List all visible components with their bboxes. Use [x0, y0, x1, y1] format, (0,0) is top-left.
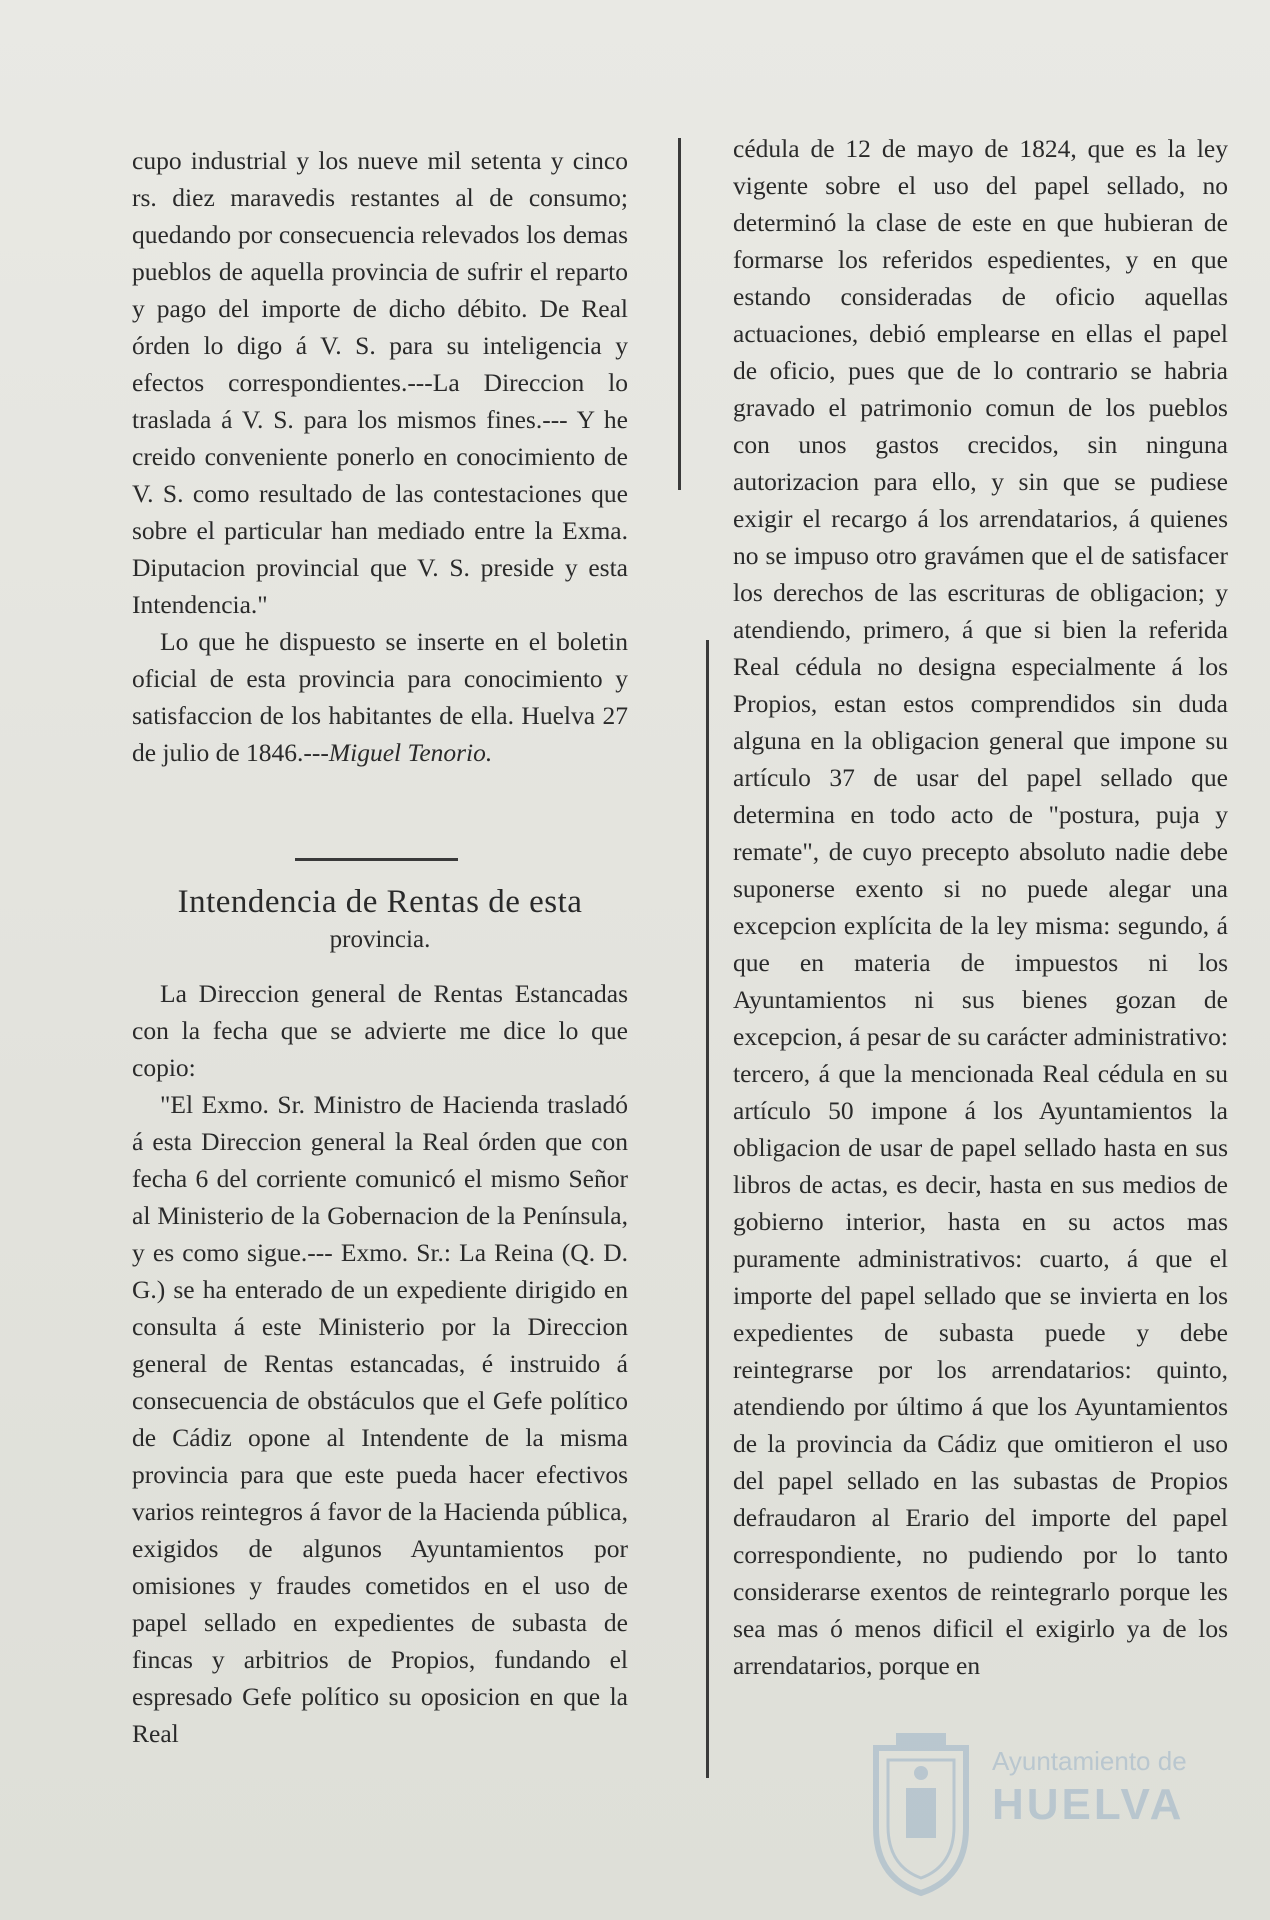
column-divider-top — [678, 138, 681, 490]
left-paragraph-3: La Direccion general de Rentas Estancadas con la fecha que se advierte me dice lo que copio: — [132, 979, 628, 1082]
left-paragraph-4: "El Exmo. Sr. Ministro de Hacienda trasladó á esta Direccion general la Real órden que con fecha 6 del corriente comunicó el mismo Señor al Ministerio de la Gobernacion de la Península, y es como sigue.--- Exmo. Sr.: La Reina (Q. D. G.) se ha enterado de un expediente dirigido en consulta á este Ministerio por la Direccion general de Rentas estancadas, é instruido á consecuencia de obstáculos que el Gefe político de Cádiz opone al Intendente de la misma provincia para que este pueda hacer efectivos varios reintegros á favor de la Hacienda pública, exigidos de algunos Ayuntamientos por omisiones y fraudes cometidos en el uso de papel sellado en expedientes de subasta de fincas y arbitrios de Propios, fundando el espresado Gefe político su oposicion en que la Real — [132, 1090, 628, 1748]
section-separator — [295, 858, 458, 861]
watermark-line-2: HUELVA — [992, 1780, 1185, 1829]
city-coat-of-arms-icon — [866, 1728, 976, 1898]
right-column — [733, 130, 1228, 1684]
watermark — [866, 1728, 1206, 1898]
left-column-lower — [132, 975, 628, 1752]
right-paragraph-1: cédula de 12 de mayo de 1824, que es la ley vigente sobre el uso del papel sellado, no determinó la clase de este en que hubieran de formarse los referidos espedientes, y en que estando consideradas de oficio aquellas actuaciones, debió emplearse en ellas el papel de oficio, pues que de lo contrario se habria gravado el patrimonio comun de los pueblos con unos gastos crecidos, sin ninguna autorizacion para ello, y sin que se pudiese exigir el recargo á los arrendatarios, á quienes no se impuso otro gravámen que el de satisfacer los derechos de las escrituras de obligacion; y atendiendo, primero, á que si bien la referida Real cédula no designa especialmente á los Propios, estan estos comprendidos sin duda alguna en la obligacion general que impone su artículo 37 de usar del papel sellado que determina en todo acto de "postura, puja y remate", de cuyo precepto absoluto nadie debe suponerse exento si no puede alegar una excepcion explícita de la ley misma: segundo, á que en materia de impuestos ni los Ayuntamientos ni sus bienes gozan de excepcion, á pesar de su carácter administrativo: tercero, á que la mencionada Real cédula en su artículo 50 impone á los Ayuntamientos la obligacion de usar de papel sellado hasta en sus libros de actas, es decir, hasta en sus medios de gobierno interior, hasta en su actos mas puramente administrativos: cuarto, á que el importe del papel sellado que se invierta en los expedientes de subasta puede y debe reintegrarse por los arrendatarios: quinto, atendiendo por último á que los Ayuntamientos de la provincia da Cádiz que omitieron el uso del papel sellado en las subastas de Propios defraudaron al Erario del importe del papel correspondiente, no pudiendo por lo tanto considerarse exentos de reintegrarlo porque les sea mas ó menos dificil el exigirlo ya de los arrendatarios, porque en — [733, 134, 1228, 1680]
section-subtitle: provincia. — [329, 926, 431, 953]
left-paragraph-2 — [132, 623, 628, 771]
watermark-line-1: Ayuntamiento de — [992, 1746, 1187, 1776]
left-paragraph-1: cupo industrial y los nueve mil setenta y cinco rs. diez maravedis restantes al de consumo; quedando por consecuencia relevados los demas pueblos de aquella provincia de sufrir el reparto y pago del importe de dicho débito. De Real órden lo digo á V. S. para su inteligencia y efectos correspondientes.---La Direccion lo traslada á V. S. para los mismos fines.--- Y he creido conveniente ponerlo en conocimiento de V. S. como resultado de las contestaciones que sobre el particular han mediado entre la Exma. Diputacion provincial que V. S. preside y esta Intendencia." — [132, 146, 628, 619]
section-title: Intendencia de Rentas de esta — [177, 884, 583, 920]
column-divider-bottom — [706, 640, 709, 1778]
left-paragraph-2-text: Lo que he dispuesto se inserte en el boletin oficial de esta provincia para conocimiento y satisfaccion de los habitantes de ella. Huelva 27 de julio de 1846.--- — [132, 627, 628, 767]
signature: Miguel Tenorio. — [328, 738, 493, 767]
left-column — [132, 142, 628, 771]
